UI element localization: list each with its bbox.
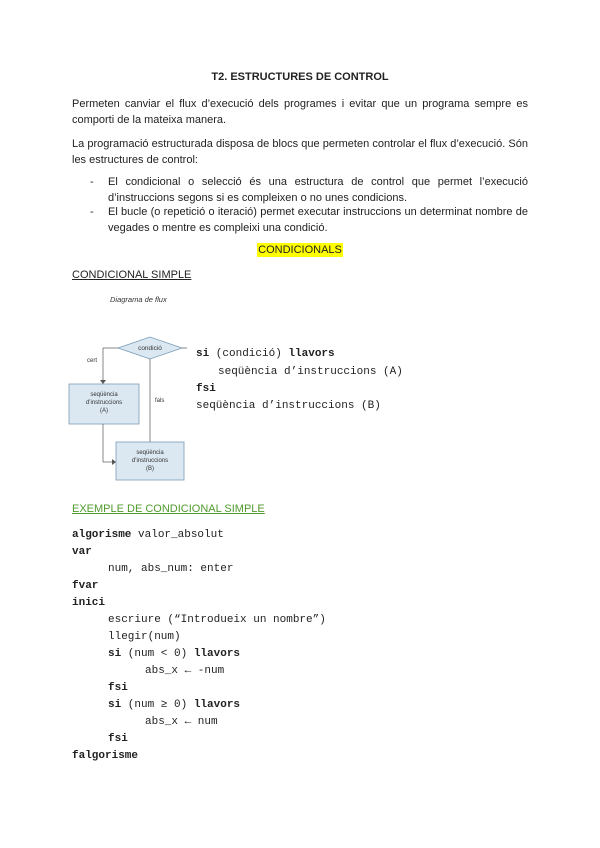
- code-text: (condició): [209, 348, 289, 360]
- example-line-assign-2: abs_x ← num: [145, 716, 218, 728]
- subheading-example: EXEMPLE DE CONDICIONAL SIMPLE: [72, 503, 265, 515]
- keyword: llavors: [193, 699, 241, 711]
- example-line-si-2: [108, 699, 240, 711]
- box-a-text: seqüència: [90, 392, 118, 398]
- pseudo-line-seq-a: seqüència d’instruccions (A): [218, 366, 403, 378]
- bullet-dash: -: [90, 206, 94, 218]
- box-b-text: (B): [146, 466, 154, 472]
- arrow-head: [100, 380, 106, 384]
- keyword: si: [108, 699, 122, 711]
- true-branch-label: cert: [87, 358, 98, 364]
- false-branch-label: fals: [155, 398, 165, 404]
- intro-paragraph-1: Permeten canviar el flux d’execució dels programes i evitar que un programa sempre es comporti de la mateixa manera.: [72, 98, 528, 126]
- example-line-llegir: llegir(num): [108, 631, 181, 643]
- code-text: (num < 0): [121, 648, 194, 660]
- keyword: si: [108, 648, 122, 660]
- example-line-var: var: [72, 546, 92, 558]
- box-a-text: d’instruccions: [85, 400, 123, 406]
- pseudo-line-fsi: fsi: [196, 383, 216, 395]
- example-line-escriure: escriure (“Introdueix un nombre”): [108, 614, 326, 626]
- box-b-text: d’instruccions: [131, 458, 169, 464]
- keyword: algorisme: [72, 529, 132, 541]
- keyword: si: [196, 348, 210, 360]
- diagram-caption: Diagrama de flux: [110, 295, 167, 304]
- example-line-fvar: fvar: [72, 580, 99, 592]
- example-line-falgorisme: falgorisme: [72, 750, 139, 762]
- intro-paragraph-2: La programació estructurada disposa de blocs que permeten controlar el flux d’execució. Són les estructures de control:: [72, 138, 528, 166]
- code-text: valor_absolut: [131, 529, 224, 541]
- example-line-assign-1: abs_x ← -num: [145, 665, 225, 677]
- page-title: T2. ESTRUCTURES DE CONTROL: [211, 71, 389, 83]
- example-line-si-1: [108, 648, 240, 660]
- decision-label: condició: [138, 345, 162, 352]
- code-text: (num ≥ 0): [121, 699, 194, 711]
- pseudo-line-si: [196, 348, 335, 360]
- pseudo-line-seq-b: seqüència d’instruccions (B): [196, 400, 381, 412]
- bullet-dash: -: [90, 176, 94, 188]
- arrow-head: [112, 459, 116, 465]
- box-a-text: (A): [100, 408, 108, 414]
- bullet-text: El bucle (o repetició o iteració) permet executar instruccions un determinat nombre de vegades o mentre es compleixi una condició.: [108, 206, 528, 234]
- subheading-conditional-simple: CONDICIONAL SIMPLE: [72, 269, 192, 281]
- example-line-decl: num, abs_num: enter: [108, 563, 234, 575]
- section-heading-text: CONDICIONALS: [258, 244, 342, 256]
- keyword: llavors: [288, 348, 335, 360]
- keyword: llavors: [193, 648, 241, 660]
- example-line-fsi-2: fsi: [108, 733, 128, 745]
- box-b-text: seqüència: [136, 450, 164, 456]
- example-line-algorisme: [72, 529, 224, 541]
- flow-diagram: [65, 290, 205, 500]
- bullet-text: El condicional o selecció és una estructura de control que permet l’execució d’instruccions segons si es compleixen o no unes condicions.: [108, 176, 528, 204]
- example-line-fsi-1: fsi: [108, 682, 128, 694]
- example-line-inici: inici: [72, 597, 106, 609]
- section-heading-highlighted: [0, 244, 600, 256]
